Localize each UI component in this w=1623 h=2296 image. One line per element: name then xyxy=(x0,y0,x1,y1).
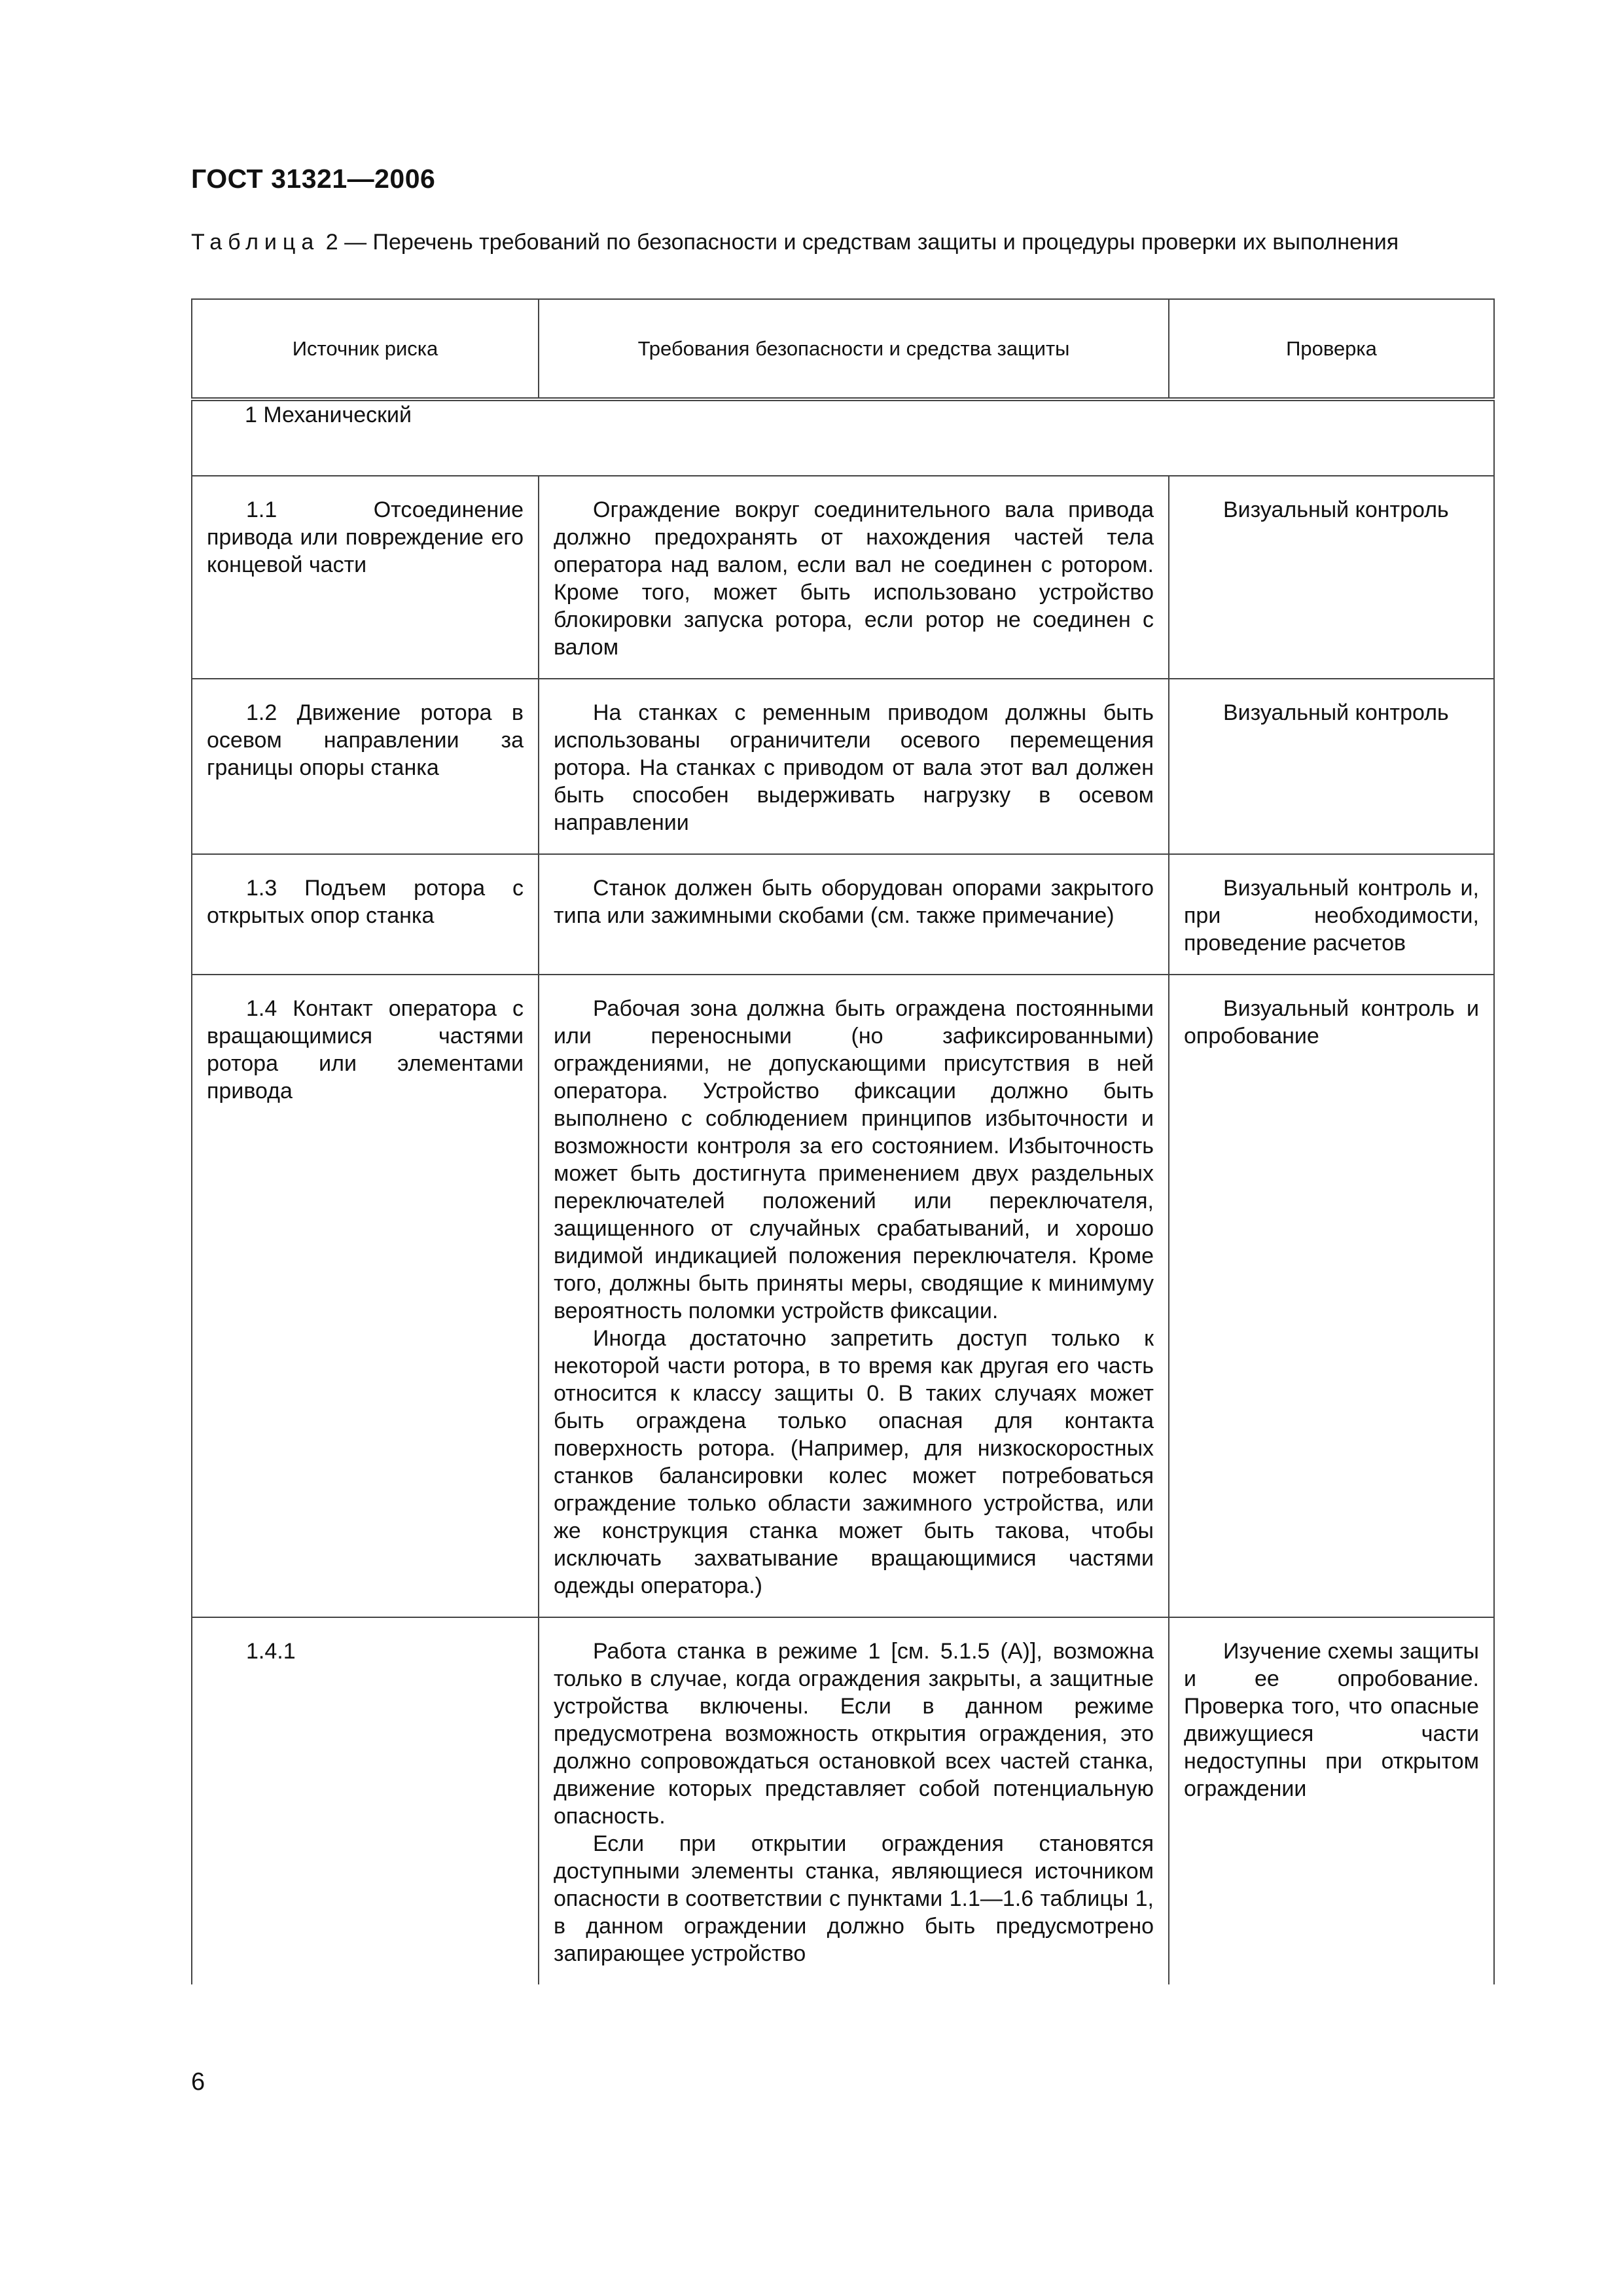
check-cell xyxy=(1169,854,1494,975)
table-caption xyxy=(191,228,1493,257)
requirement-cell xyxy=(539,1617,1169,1984)
risk-source-text: 1.3 Подъем ротора с открытых опор станка xyxy=(207,876,524,928)
requirement-text: На станках с ременным приводом должны быть использованы ограничители осевого перемещения ротора. На станках с приводом от вала этот вал должен быть способен выдерживать нагрузку в осевом направлении xyxy=(554,700,1154,835)
table-row xyxy=(192,975,1494,1617)
requirement-text: Рабочая зона должна быть ограждена постоянными или переносными (но зафиксированными) ограждениями, не допускающими присутствия в ней оператора. Устройство фиксации должно быть выполнено с соблюдением принципов избыточности и возможности контроля за его состоянием. Избыточность может быть достигнута применением двух раздельных переключателей положений или переключателя, защищенного от случайных срабатываний, и хорошо видимой индикацией положения переключателя. Кроме того, должны быть приняты меры, сводящие к минимуму вероятность поломки устройств фиксации. xyxy=(554,996,1154,1323)
check-cell xyxy=(1169,1617,1494,1984)
section-title: 1 Механический xyxy=(192,399,1494,476)
check-text: Визуальный контроль xyxy=(1223,700,1449,725)
section-row xyxy=(192,399,1494,476)
risk-source-text: 1.1 Отсоединение привода или повреждение его концевой части xyxy=(207,497,524,577)
risk-source-text: 1.4 Контакт оператора с вращающимися частями ротора или элементами привода xyxy=(207,996,524,1103)
table-row xyxy=(192,1617,1494,1984)
requirement-cell xyxy=(539,854,1169,975)
requirement-text: Станок должен быть оборудован опорами закрытого типа или зажимными скобами (см. также примечание) xyxy=(554,876,1154,928)
requirement-text: Работа станка в режиме 1 [см. 5.1.5 (А)], возможна только в случае, когда ограждения закрыты, а защитные устройства включены. Если в данном режиме предусмотрена возможность открытия ограждения, это должно сопровождаться остановкой всех частей станка, движение которых представляет собой потенциальную опасность. xyxy=(554,1639,1154,1829)
check-cell xyxy=(1169,975,1494,1617)
check-text: Визуальный контроль xyxy=(1223,497,1449,522)
requirement-text: Иногда достаточно запретить доступ только к некоторой части ротора, в то время как другая его часть относится к классу защиты 0. В таких случаях может быть ограждена только опасная для контакта поверхность ротора. (Например, для низкоскоростных станков балансировки колес может потребоваться ограждение только области зажимного устройства, или же конструкция станка может быть такова, чтобы исключать захватывание вращающимися частями одежды оператора.) xyxy=(554,1326,1154,1598)
requirement-cell xyxy=(539,975,1169,1617)
risk-source-cell xyxy=(192,679,539,854)
requirement-text: Ограждение вокруг соединительного вала привода должно предохранять от нахождения частей тела оператора над валом, если вал не соединен с ротором. Кроме того, может быть использовано устройство блокировки запуска ротора, если ротор не соединен с валом xyxy=(554,497,1154,660)
column-header-risk-source: Источник риска xyxy=(192,299,539,399)
column-header-requirements: Требования безопасности и средства защиты xyxy=(539,299,1169,399)
table-header-row xyxy=(192,299,1494,399)
column-header-check: Проверка xyxy=(1169,299,1494,399)
risk-source-cell xyxy=(192,975,539,1617)
requirements-table xyxy=(191,298,1495,1984)
check-cell xyxy=(1169,679,1494,854)
requirement-cell xyxy=(539,476,1169,679)
check-text: Визуальный контроль и опробование xyxy=(1184,996,1479,1049)
table-row xyxy=(192,854,1494,975)
check-text: Изучение схемы защиты и ее опробование. Проверка того, что опасные движущиеся части недоступны при открытом ограждении xyxy=(1184,1639,1479,1801)
document-title: ГОСТ 31321—2006 xyxy=(191,164,436,194)
table-row xyxy=(192,476,1494,679)
risk-source-cell xyxy=(192,476,539,679)
risk-source-text: 1.2 Движение ротора в осевом направлении за границы опоры станка xyxy=(207,700,524,780)
requirement-text: Если при открытии ограждения становятся доступными элементы станка, являющиеся источником опасности в соответствии с пунктами 1.1—1.6 таблицы 1, в данном ограждении должно быть предусмотрено запирающее устройство xyxy=(554,1831,1154,1966)
check-cell xyxy=(1169,476,1494,679)
risk-source-cell xyxy=(192,854,539,975)
table-caption-text: 2 — Перечень требований по безопасности и средствам защиты и процедуры проверки их выполнения xyxy=(319,230,1399,255)
risk-source-cell xyxy=(192,1617,539,1984)
table-caption-label: Таблица xyxy=(191,230,320,255)
requirement-cell xyxy=(539,679,1169,854)
table-row xyxy=(192,679,1494,854)
page-number: 6 xyxy=(191,2068,205,2096)
check-text: Визуальный контроль и, при необходимости, проведение расчетов xyxy=(1184,876,1479,956)
risk-source-text: 1.4.1 xyxy=(246,1639,296,1664)
